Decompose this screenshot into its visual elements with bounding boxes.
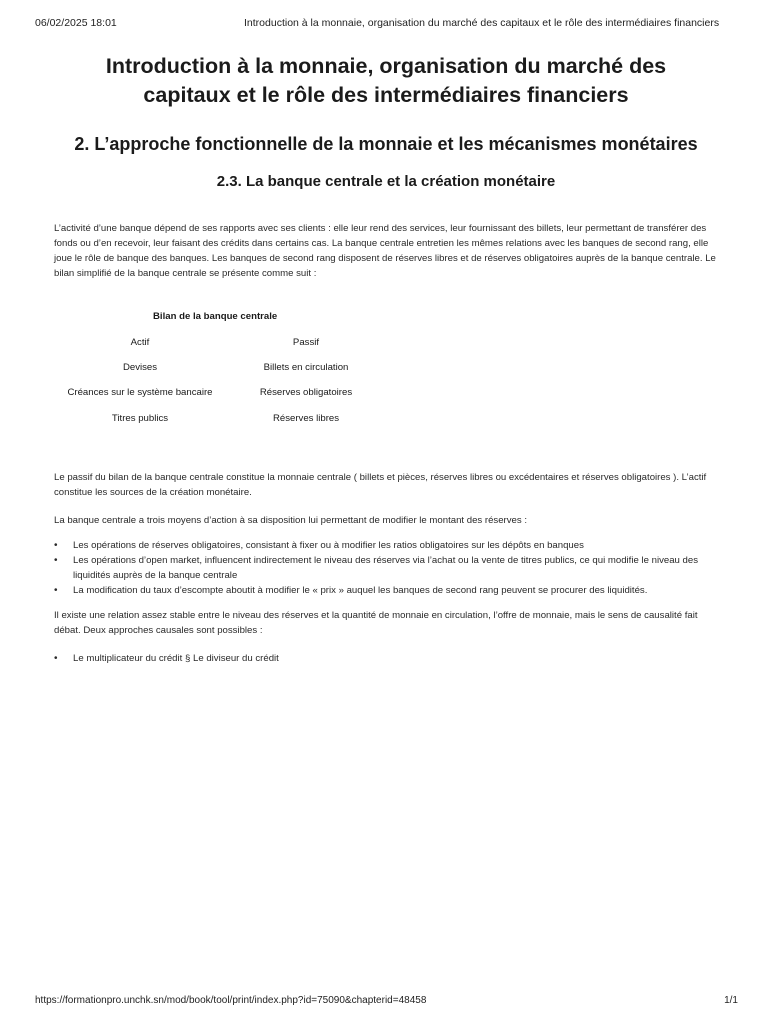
print-url: https://formationpro.unchk.sn/mod/book/tool/print/index.php?id=75090&chapterid=48458: [35, 995, 427, 1006]
passif-paragraph: Le passif du bilan de la banque centrale constitue la monnaie centrale ( billets et pièces, réserves libres ou excédentaires et réserves obligatoires ). L’actif constitue les sources de la création monétaire.: [54, 472, 707, 498]
page-number: 1/1: [724, 995, 738, 1006]
bilan-passif-cell: Réserves libres: [272, 413, 340, 424]
bilan-passif-cell: Billets en circulation: [263, 362, 349, 373]
relation-paragraph: Il existe une relation assez stable entre le niveau des réserves et la quantité de monnaie en circulation, l’offre de monnaie, mais le sens de causalité fait débat. Deux approches causales sont possibles :: [54, 610, 698, 636]
section-title: 2.3. La banque centrale et la création monétaire: [216, 173, 556, 190]
list-item: • La modification du taux d’escompte aboutit à modifier le « prix » auquel les banques de second rang peuvent se procurer des liquidités.: [54, 583, 718, 598]
chapter-title: 2. L’approche fonctionnelle de la monnaie et les mécanismes monétaires: [74, 134, 698, 154]
approches-list: [54, 651, 718, 666]
print-page-title: Introduction à la monnaie, organisation du marché des capitaux et le rôle des intermédiaires financiers: [244, 17, 720, 29]
bilan-header-row: [54, 337, 454, 352]
bilan-actif-cell: Devises: [122, 362, 158, 373]
bilan-actif-cell: Créances sur le système bancaire: [67, 387, 213, 398]
bilan-table: [54, 311, 718, 433]
list-item: • Les opérations de réserves obligatoires, consistant à fixer ou à modifier les ratios obligatoires sur les dépôts en banques: [54, 538, 718, 553]
intro-paragraph: L’activité d’une banque dépend de ses rapports avec ses clients : elle leur rend des services, leur fournissant des billets, leur permettant de transférer des fonds ou d’en recevoir, leur faisant des crédits dans certains cas. La banque centrale entretien les mêmes relations avec les banques de second rang, elle joue le rôle de banque des banques. Les banques de second rang disposent de réserves libres et de réserves obligatoires auprès de la banque centrale. Le bilan simplifié de la banque centrale se présente comme suit :: [54, 223, 716, 279]
bilan-row: [54, 362, 454, 377]
bilan-actif-cell: Titres publics: [111, 413, 169, 424]
book-chapter-content: [54, 52, 718, 666]
bilan-row: [54, 387, 454, 402]
bilan-passif-cell: Réserves obligatoires: [259, 387, 353, 398]
book-title: Introduction à la monnaie, organisation du marché des capitaux et le rôle des intermédiaires financiers: [105, 54, 667, 107]
list-item: • Les opérations d’open market, influencent indirectement le niveau des réserves via l’achat ou la vente de titres publics, ce qui modifie le niveau des liquidités auprès de la banque centrale: [54, 553, 718, 583]
bilan-header-passif: Passif: [292, 337, 320, 348]
moyens-list: [54, 538, 718, 598]
list-item: • Le multiplicateur du crédit § Le diviseur du crédit: [54, 651, 718, 666]
bilan-header-actif: Actif: [130, 337, 150, 348]
bilan-row: [54, 413, 454, 428]
print-datetime: 06/02/2025 18:01: [35, 17, 117, 29]
bilan-caption: Bilan de la banque centrale: [153, 311, 278, 322]
moyens-intro-paragraph: La banque centrale a trois moyens d’action à sa disposition lui permettant de modifier le montant des réserves :: [54, 515, 528, 526]
